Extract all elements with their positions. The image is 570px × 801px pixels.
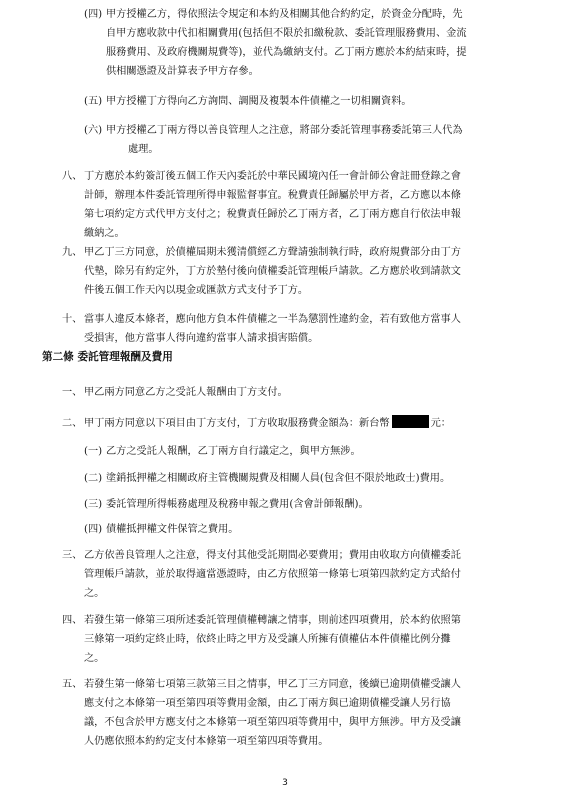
- text-line: 受損害，他方當事人得向違約當事人請求損害賠償。: [84, 333, 319, 344]
- page-number: 3: [282, 778, 288, 788]
- sub-item: [106, 495, 369, 514]
- text-line: 自甲方應收款中代扣相關費用(包括但不限於扣繳稅款、委託管理服務費用、金流: [106, 28, 467, 39]
- paragraph: [106, 121, 463, 159]
- item-marker: 二、: [62, 418, 83, 429]
- text-line: 當事人違反本條者，應向他方負本件債權之一半為懲罰性違約金，若有致他方當事人: [84, 314, 461, 325]
- item-marker: 九、: [62, 247, 83, 258]
- text-line: 塗銷抵押權之相關政府主管機關規費及相關人員(包含但不限於地政士)費用。: [106, 473, 451, 484]
- text-line: 代墊，除另有約定外，丁方於墊付後向債權委託管理帳戶請款。乙方應於收到請款文: [84, 266, 461, 277]
- paragraph: [106, 92, 412, 111]
- text-line: 計師，辦理本件委託管理所得申報監督事宜。稅費責任歸屬於甲方者，乙方應以本條: [84, 190, 461, 201]
- item-marker: 一、: [62, 387, 83, 398]
- sub-item: [106, 442, 361, 461]
- text-line: 甲乙丁三方同意，於債權屆期未獲清償經乙方聲請強制執行時，政府規費部分由丁方: [84, 247, 461, 258]
- text-line: 甲方授權丁方得向乙方詢問、調閱及複製本件債權之一切相關資料。: [106, 96, 412, 107]
- paragraph: [84, 243, 461, 300]
- paragraph: [84, 414, 451, 433]
- paragraph: [84, 167, 461, 243]
- item-marker: 四、: [62, 615, 83, 626]
- text-line: 第七項約定方式代甲方支付之；稅費責任歸於乙丁兩方者，乙丁兩方應自行依法申報: [84, 209, 461, 220]
- text-line: 若發生第一條第三項所述委託管理債權轉讓之情事，則前述四項費用，於本約依照第: [84, 615, 461, 626]
- text-segment: 甲丁兩方同意以下項目由丁方支付，丁方收取服務費金額為：新台幣: [84, 418, 390, 429]
- item-marker: (四): [84, 9, 103, 20]
- text-line: 人仍應依照本約約定支付本條第一項至第四項等費用。: [84, 736, 329, 747]
- item-marker: (六): [84, 125, 103, 136]
- paragraph: [84, 546, 461, 603]
- text-line: 債權抵押權文件保管之費用。: [106, 524, 239, 535]
- paragraph: [84, 310, 461, 348]
- text-line: 之。: [84, 653, 105, 664]
- text-line: 管理帳戶請款，並於取得適當憑證時，由乙方依照第一條第七項第四款約定方式給付: [84, 569, 461, 580]
- item-marker: 十、: [62, 314, 83, 325]
- article-title: 第二條 委託管理報酬及費用: [42, 351, 173, 363]
- redaction-box: [392, 415, 429, 428]
- text-line: 乙方依善良管理人之注意，得支付其他受託期間必要費用；費用由收取方向債權委託: [84, 550, 461, 561]
- text-line: 甲方授權乙丁兩方得以善良管理人之注意，將部分委託管理事務委託第三人代為: [106, 125, 463, 136]
- text-segment: 元：: [430, 418, 451, 429]
- sub-item: [106, 469, 450, 488]
- paragraph: [84, 611, 461, 668]
- text-line: 件後五個工作天內以現金或匯款方式支付予丁方。: [84, 285, 309, 296]
- paragraph: [84, 383, 288, 402]
- text-line: 服務費用、及政府機關規費等)，並代為繳納支付。乙丁兩方應於本約結束時，提: [106, 47, 467, 58]
- paragraph: [84, 675, 461, 751]
- text-line: 處理。: [128, 144, 159, 155]
- sub-item: [106, 520, 238, 539]
- text-line: 乙方之受託人報酬，乙丁兩方自行議定之，與甲方無涉。: [106, 446, 361, 457]
- text-line: 三條第一項約定終止時，依終止時之甲方及受讓人所擁有債權佔本件債權比例分攤: [84, 634, 451, 645]
- text-line: 若發生第一條第七項第三款第三目之情事，甲乙丁三方同意，後續已逾期債權受讓人: [84, 679, 461, 690]
- text-line: 供相關憑證及計算表予甲方存參。: [106, 66, 259, 77]
- paragraph: [106, 5, 467, 81]
- sub-item-marker: (三): [84, 499, 103, 510]
- text-line: 應支付之本條第一項至第四項等費用金額，由乙丁兩方與已逾期債權受讓人另行協: [84, 698, 451, 709]
- item-marker: 五、: [62, 679, 83, 690]
- text-line: 甲方授權乙方，得依照法令規定和本約及相關其他合約約定，於資金分配時，先: [106, 9, 463, 20]
- sub-item-marker: (二): [84, 473, 103, 484]
- sub-item-marker: (四): [84, 524, 103, 535]
- text-line: 委託管理所得帳務處理及稅務申報之費用(含會計師報酬)。: [106, 499, 369, 510]
- item-marker: (五): [84, 96, 103, 107]
- text-line: 繳納之。: [84, 228, 125, 239]
- text-line: 丁方應於本約簽訂後五個工作天內委託於中華民國境內任一會計師公會註冊登錄之會: [84, 171, 461, 182]
- text-line: [84, 414, 451, 433]
- text-line: 議，不包含於甲方應支付之本條第一項至第四項等費用中，與甲方無涉。甲方及受讓: [84, 717, 461, 728]
- text-line: 甲乙兩方同意乙方之受託人報酬由丁方支付。: [84, 387, 288, 398]
- sub-item-marker: (一): [84, 446, 103, 457]
- item-marker: 八、: [62, 171, 83, 182]
- item-marker: 三、: [62, 550, 83, 561]
- text-line: 之。: [84, 588, 105, 599]
